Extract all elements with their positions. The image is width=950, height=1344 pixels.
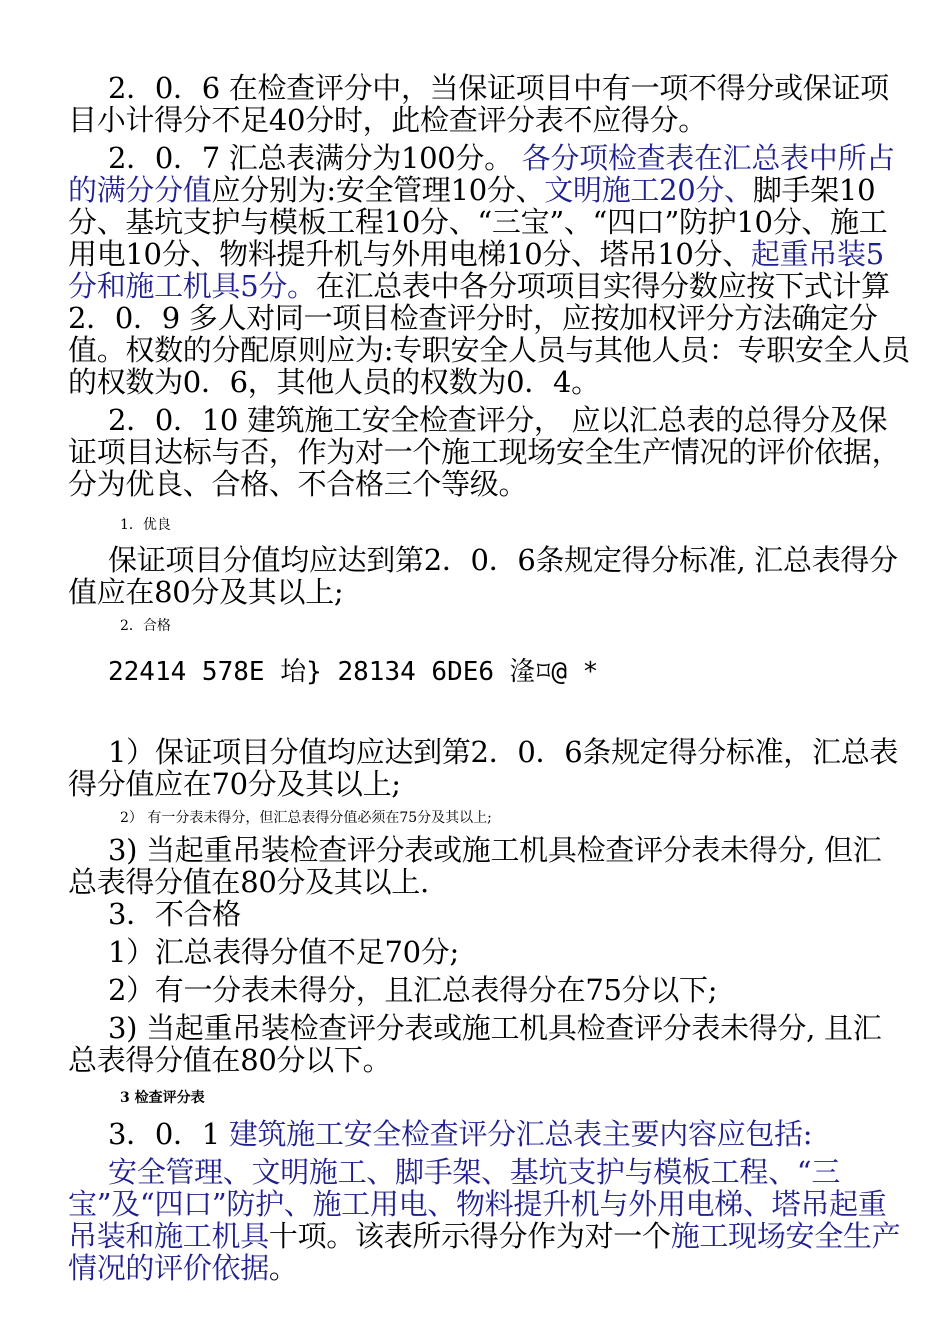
garbled-text: 22414 578E 坮} 28134 6DE6 湰⌑@ * bbox=[108, 657, 599, 687]
grade-2-item-1: 1）保证项目分值均应达到第2．0．6条规定得分标准，汇总表得分值应在70分及其以上; bbox=[68, 735, 899, 801]
paragraph-3-0-1 bbox=[68, 1118, 910, 1150]
s3-2-c: 施工现场安全生产情况的评价依据 bbox=[68, 1219, 901, 1285]
grade-2-item-2: 2） 有一分表未得分，但汇总表得分值必须在75分及其以上; bbox=[120, 810, 492, 826]
s3-2-d: 。 bbox=[268, 1251, 298, 1285]
p2-a: 2．0．7 汇总表满分为100分。 bbox=[108, 141, 522, 175]
p2-e: 脚手架10分、基坑支护与模板工程10分、“三宝”、“四口”防护10分、施工用电10分、物料提升机与外用电梯10分、塔吊10分、 bbox=[68, 173, 888, 271]
p2-d: 文明施工20分、 bbox=[544, 173, 753, 207]
s3-2-b: 十项。该表所示得分作为对一个 bbox=[268, 1219, 671, 1253]
paragraph-items bbox=[68, 1156, 910, 1284]
s3-1-b: 建筑施工安全检查评分汇总表主要内容应包括: bbox=[228, 1117, 813, 1151]
p2-b: 各分项检查表在汇总表中所占的满分分值 bbox=[68, 141, 895, 207]
p2-f: 起重吊装5分和施工机具5分。 bbox=[68, 237, 884, 303]
grade-1-text: 保证项目分值均应达到第2．0．6条规定得分标准, 汇总表得分值应在80分及其以上; bbox=[68, 543, 898, 609]
grade-3-item-3: 3) 当起重吊装检查评分表或施工机具检查评分表未得分, 且汇总表得分值在80分以下。 bbox=[68, 1011, 882, 1077]
section-3-heading: 3 检查评分表 bbox=[120, 1090, 205, 1106]
s3-2-a: 安全管理、文明施工、脚手架、基坑支护与模板工程、“三宝”及“四口”防护、施工用电、物料提升机与外用电梯、塔吊起重吊装和施工机具 bbox=[68, 1155, 887, 1253]
grade-2-label: 2．合格 bbox=[120, 618, 171, 634]
paragraph-2-0-10: 2．0．10 建筑施工安全检查评分， 应以汇总表的总得分及保证项目达标与否，作为对一个施工现场安全生产情况的评价依据，分为优良、合格、不合格三个等级。 bbox=[68, 403, 901, 501]
p2-c: 应分别为:安全管理10分、 bbox=[211, 173, 545, 207]
s3-1-a: 3．0．1 bbox=[108, 1117, 229, 1151]
grade-3-item-2: 2）有一分表未得分，且汇总表得分在75分以下; bbox=[108, 973, 718, 1007]
grade-2-item-3: 3) 当起重吊装检查评分表或施工机具检查评分表未得分, 但汇总表得分值在80分及其以上. bbox=[68, 833, 882, 899]
paragraph-2-0-7 bbox=[68, 142, 910, 398]
paragraph-2-0-6: 2．0．6 在检查评分中，当保证项目中有一项不得分或保证项目小计得分不足40分时，此检查评分表不应得分。 bbox=[68, 71, 889, 137]
grade-3-item-1: 1）汇总表得分值不足70分; bbox=[108, 935, 459, 969]
grade-3-label: 3．不合格 bbox=[108, 897, 241, 931]
p2-g: 在汇总表中各分项项目实得分数应按下式计算2．0．9 多人对同一项目检查评分时，应按加权评分方法确定分值。权数的分配原则应为:专职安全人员与其他人员：专职安全人员的权数为0．6，其他人员的权数为0．4。 bbox=[68, 269, 910, 399]
grade-1-label: 1．优良 bbox=[120, 517, 171, 533]
